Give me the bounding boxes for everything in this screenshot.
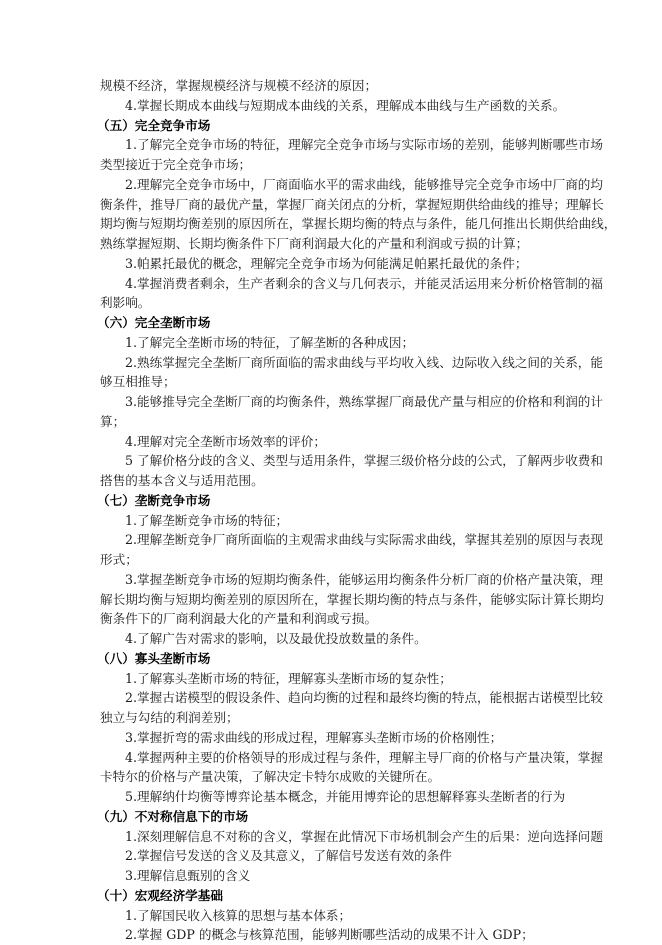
paragraph-line: 独立与勾结的利润差别； [100, 710, 239, 725]
paragraph-line: 1.了解完全竞争市场的特征，理解完全竞争市场与实际市场的差别，能够判断哪些市场 [125, 137, 603, 153]
paragraph-line: 算； [100, 413, 126, 429]
paragraph-line: 类型接近于完全竞争市场； [100, 157, 252, 172]
section-heading: （十）宏观经济学基础 [97, 887, 223, 903]
paragraph-line: 规模不经济，掌握规模经济与规模不经济的原因； [100, 78, 378, 93]
paragraph-line: 形式； [100, 552, 138, 567]
paragraph-line: 1.了解寡头垄断市场的特征，理解寡头垄断市场的复杂性； [125, 670, 452, 686]
document-page [97, 76, 617, 945]
paragraph-line: 3.掌握垄断竞争市场的短期均衡条件，能够运用均衡条件分析厂商的价格产量决策，理 [125, 571, 603, 587]
paragraph-line: 4.理解对完全垄断市场效率的评价； [125, 433, 326, 449]
paragraph-line: 2.理解完全竞争市场中，厂商面临水平的需求曲线，能够推导完全竞争市场中厂商的均 [125, 176, 603, 192]
paragraph-line: 衡条件下的厂商利润最大化的产量和利润或亏损。 [100, 611, 378, 627]
paragraph-line: 够互相推导； [100, 374, 176, 390]
paragraph-line: 期均衡与短期均衡差别的原因所在，掌握长期均衡的特点与条件，能几何推出长期供给曲线， [100, 216, 617, 232]
section-heading: （五）完全竞争市场 [97, 117, 211, 133]
paragraph-line: 1.了解垄断竞争市场的特征； [125, 512, 289, 528]
paragraph-line: 3.帕累托最优的概念，理解完全竞争市场为何能满足帕累托最优的条件； [125, 255, 528, 271]
section-heading: （七）垄断竞争市场 [97, 492, 211, 508]
paragraph-line: 5.理解纳什均衡等博弈论基本概念，并能用博弈论的思想解释寡头垄断者的行为 [125, 789, 566, 804]
section-heading: （八）寡头垄断市场 [97, 650, 211, 666]
paragraph-line: 2.掌握信号发送的含义及其意义，了解信号发送有效的条件 [125, 848, 452, 864]
paragraph-line: 1.了解完全垄断市场的特征，了解垄断的各种成因； [125, 334, 415, 350]
paragraph-line: 4.掌握消费者剩余，生产者剩余的含义与几何表示，并能灵活运用来分析价格管制的福 [125, 275, 603, 291]
paragraph-line: 搭售的基本含义与适用范围。 [100, 473, 264, 488]
paragraph-line: 熟练掌握短期、长期均衡条件下厂商利润最大化的产量和利润或亏损的计算； [100, 236, 529, 251]
paragraph-line: 解长期均衡与短期均衡差别的原因所在，掌握长期均衡的特点与条件，能够实际计算长期均 [100, 591, 604, 607]
paragraph-line: 4.掌握长期成本曲线与短期成本曲线的关系，理解成本曲线与生产函数的关系。 [125, 97, 566, 113]
paragraph-line: 3.能够推导完全垄断厂商的均衡条件，熟练掌握厂商最优产量与相应的价格和利润的计 [125, 394, 603, 409]
paragraph-line: 2.理解垄断竞争厂商所面临的主观需求曲线与实际需求曲线，掌握其差别的原因与表现 [125, 532, 603, 548]
paragraph-line: 2.掌握古诺模型的假设条件、趋向均衡的过程和最终均衡的特点，能根据古诺模型比较 [125, 690, 603, 706]
paragraph-line: 5 了解价格分歧的含义、类型与适用条件，掌握三级价格分歧的公式，了解两步收费和 [125, 453, 603, 469]
paragraph-line: 1.了解国民收入核算的思想与基本体系； [125, 907, 352, 923]
paragraph-line: 3.掌握折弯的需求曲线的形成过程，理解寡头垄断市场的价格刚性； [125, 729, 503, 745]
paragraph-line: 衡条件，推导厂商的最优产量，掌握厂商关闭点的分析，掌握短期供给曲线的推导；理解长 [100, 196, 604, 212]
paragraph-line: 卡特尔的价格与产量决策，了解决定卡特尔成败的关键所在。 [100, 769, 441, 785]
paragraph-line: 利影响。 [100, 295, 151, 311]
paragraph-line: 4.掌握两种主要的价格领导的形成过程与条件，理解主导厂商的价格与产量决策，掌握 [125, 749, 603, 765]
section-heading: （九）不对称信息下的市场 [97, 808, 249, 824]
paragraph-line: 4.了解广告对需求的影响，以及最优投放数量的条件。 [125, 631, 427, 646]
paragraph-line: 1.深刻理解信息不对称的含义，掌握在此情况下市场机制会产生的后果：逆向选择问题 [125, 828, 603, 844]
section-heading: （六）完全垄断市场 [97, 315, 211, 330]
paragraph-line: 2.掌握 GDP 的概念与核算范围，能够判断哪些活动的成果不计入 GDP； [125, 927, 534, 943]
paragraph-line: 3.理解信息甄别的含义 [125, 868, 251, 883]
paragraph-line: 2.熟练掌握完全垄断厂商所面临的需求曲线与平均收入线、边际收入线之间的关系，能 [125, 354, 603, 370]
